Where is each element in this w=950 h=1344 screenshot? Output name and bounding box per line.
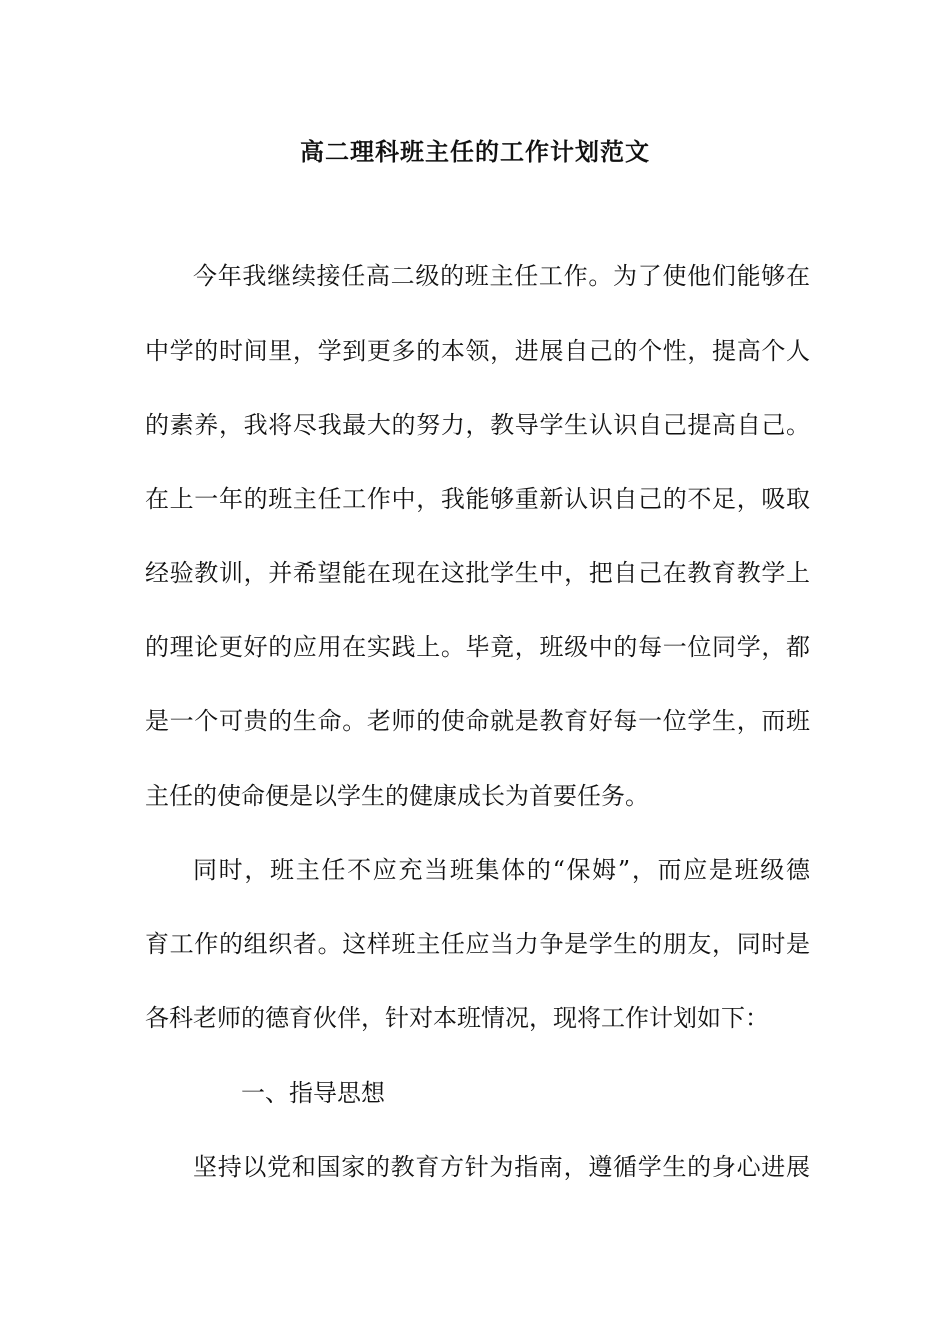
- paragraph-line: 是一个可贵的生命。老师的使命就是教育好每一位学生，而班: [145, 707, 810, 735]
- paragraph-line: 主任的使命便是以学生的健康成长为首要任务。: [145, 782, 649, 810]
- paragraph-line: 坚持以党和国家的教育方针为指南，遵循学生的身心进展: [193, 1153, 810, 1181]
- paragraph-line: 中学的时间里，学到更多的本领，进展自己的个性，提高个人: [145, 337, 810, 365]
- paragraph-line: 今年我继续接任高二级的班主任工作。为了使他们能够在: [193, 262, 810, 290]
- paragraph-line: 经验教训，并希望能在现在这批学生中，把自己在教育教学上: [145, 559, 810, 587]
- paragraph-line: 的素养，我将尽我最大的努力，教导学生认识自己提高自己。: [145, 411, 810, 439]
- paragraph-line: 在上一年的班主任工作中，我能够重新认识自己的不足，吸取: [145, 485, 810, 513]
- document-title: 高二理科班主任的工作计划范文: [300, 137, 650, 166]
- paragraph-line: 同时，班主任不应充当班集体的“保姆”，而应是班级德: [193, 856, 810, 884]
- paragraph-line: 各科老师的德育伙伴，针对本班情况，现将工作计划如下：: [145, 1004, 769, 1032]
- paragraph-line: 育工作的组织者。这样班主任应当力争是学生的朋友，同时是: [145, 930, 810, 958]
- section-heading: 一、指导思想: [241, 1079, 385, 1107]
- paragraph-line: 的理论更好的应用在实践上。毕竟，班级中的每一位同学，都: [145, 633, 810, 661]
